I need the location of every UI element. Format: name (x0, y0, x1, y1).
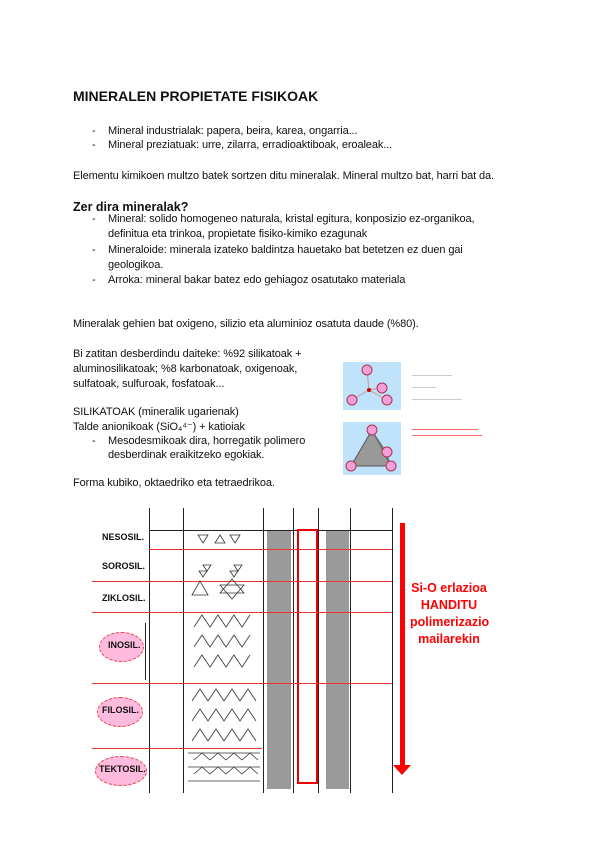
arrow-caption-line: mailarekin (418, 632, 480, 646)
class-ziklosil: ZIKLOSIL. (102, 593, 146, 603)
list-item: Mineral preziatuak: urre, zilarra, erradioaktiboak, eroaleak... (108, 139, 393, 151)
bullet-dash: - (92, 274, 96, 286)
class-inosil: INOSIL. (108, 640, 141, 650)
section-heading: Zer dira mineralak? (73, 200, 189, 214)
list-item: Arroka: mineral bakar batez edo gehiagoz osatutako materiala (108, 274, 406, 286)
paragraph-line: Bi zatitan desberdindu daiteke: %92 silikatoak + (73, 348, 302, 360)
small-caption-line-red (412, 429, 478, 430)
class-nesosil: NESOSIL. (102, 532, 145, 542)
arrow-caption-line: HANDITU (420, 598, 478, 612)
paragraph: Forma kubiko, oktaedriko eta tetraedrikoa. (73, 477, 275, 489)
ratio-highlight-box (297, 529, 318, 784)
paragraph-line: sulfatoak, sulfuroak, fosfatoak... (73, 378, 225, 390)
tetrahedra-structure-diagrams (184, 531, 263, 791)
list-item: Mineral industrialak: papera, beira, karea, ongarria... (108, 125, 358, 137)
list-item-cont: geologikoa. (108, 259, 164, 271)
bullet-dash: - (92, 125, 96, 137)
bullet-dash: - (92, 139, 96, 151)
paragraph-line: SILIKATOAK (mineralik ugarienak) (73, 406, 239, 418)
paragraph-line: Talde anionikoak (SiO₄⁴⁻) + katioiak (73, 421, 245, 433)
list-item: Mineraloide: minerala izateko baldintza hauetako bat betetzen ez duen gai (108, 244, 463, 256)
arrow-caption-line: Si-O erlazioa (411, 581, 487, 595)
list-item: Mineral: solido homogeneo naturala, kristal egitura, konposizio ez-organikoa, (108, 213, 475, 225)
small-caption-line (412, 387, 436, 388)
paragraph-line: aluminosilikatoak; %8 karbonatoak, oxigenoak, (73, 363, 298, 375)
silicate-classification-figure (92, 507, 488, 793)
paragraph: Mineralak gehien bat oxigeno, silizio eta aluminioz osatuta daude (%80). (73, 318, 419, 330)
list-item-cont: definitua eta trinkoa, propietate fisiko-kimiko ezagunak (108, 228, 368, 240)
page-title: MINERALEN PROPIETATE FISIKOAK (73, 88, 319, 104)
small-caption-line (412, 375, 452, 376)
class-filosil: FILOSIL. (102, 705, 139, 715)
bullet-dash: - (92, 244, 96, 256)
arrow-caption-line: polimerizazio (410, 615, 490, 629)
red-arrow-head-icon (393, 765, 411, 775)
class-sorosil: SOROSIL. (102, 561, 146, 571)
paragraph: Elementu kimikoen multzo batek sortzen ditu mineralak. Mineral multzo bat, harri bat da. (73, 170, 495, 182)
small-caption-line (412, 399, 462, 400)
arrow-caption (410, 580, 488, 648)
bullet-dash: - (92, 213, 96, 225)
list-item-cont: desberdinak eraikitzeko egokiak. (108, 449, 265, 461)
bullet-dash: - (92, 435, 96, 447)
class-tektosil: TEKTOSIL. (99, 764, 146, 774)
list-item: Mesodesmikoak dira, horregatik polimero (108, 435, 306, 447)
red-arrow-shaft (400, 523, 405, 767)
small-caption-line-red (412, 435, 482, 436)
sio4-tetrahedron-image (343, 422, 401, 475)
sio4-ball-stick-image (343, 362, 401, 410)
